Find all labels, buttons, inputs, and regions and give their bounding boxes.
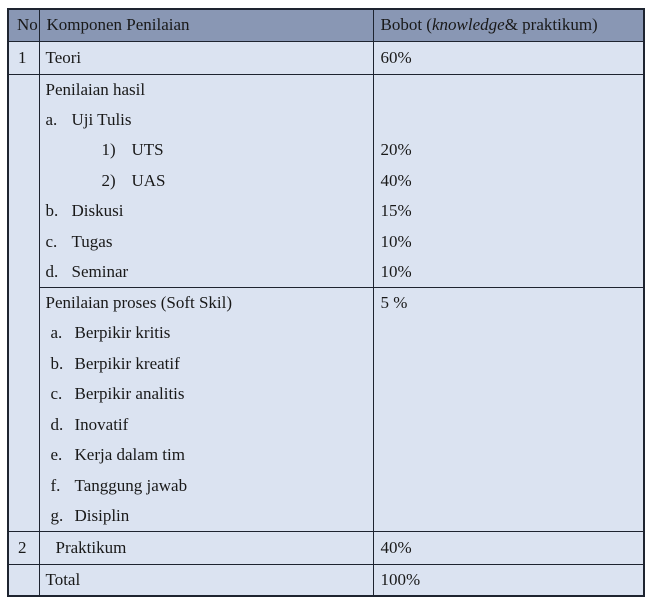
component-label: Teori: [45, 47, 82, 67]
component-label: Penilaian hasil: [45, 79, 146, 99]
weight-cell: [373, 501, 644, 532]
weight-cell: [373, 440, 644, 471]
table-header: [8, 9, 644, 41]
column-header-bobot-prefix: Bobot (: [380, 15, 432, 35]
component-cell: [39, 166, 373, 197]
list-marker: 2): [101, 170, 116, 190]
list-marker: e.: [50, 445, 63, 465]
list-marker: a.: [50, 323, 63, 343]
table-row: [8, 501, 644, 532]
table-body: [8, 41, 644, 596]
table-row: [8, 257, 644, 288]
component-cell: [39, 318, 373, 349]
component-label: Kerja dalam tim: [74, 445, 185, 465]
weight-cell: 40%: [373, 166, 644, 197]
weight-cell: 100%: [373, 565, 644, 596]
component-cell: [39, 288, 373, 319]
component-cell: [39, 257, 373, 288]
table-row: [8, 410, 644, 441]
table-row: [8, 565, 644, 596]
table-row: [8, 166, 644, 197]
list-marker: d.: [50, 414, 64, 434]
component-cell: [39, 105, 373, 136]
list-marker: c.: [45, 231, 58, 251]
table-row: [8, 227, 644, 258]
assessment-weight-table: [7, 8, 645, 597]
column-header-bobot: [373, 9, 644, 41]
weight-cell: 5 %: [373, 288, 644, 319]
table-row: [8, 471, 644, 502]
table-row: [8, 135, 644, 166]
no-cell: 2: [8, 532, 39, 565]
weight-cell: [373, 318, 644, 349]
table-row: [8, 288, 644, 319]
column-header-bobot-italic: knowledge: [431, 15, 505, 35]
column-header-no-label: No: [17, 15, 38, 35]
component-label: Tanggung jawab: [74, 475, 188, 495]
component-cell: [39, 41, 373, 74]
weight-cell: 15%: [373, 196, 644, 227]
weight-cell: 10%: [373, 257, 644, 288]
component-label: Penilaian proses (Soft Skil): [45, 293, 233, 312]
no-cell: [8, 565, 39, 596]
component-label: Diskusi: [71, 201, 124, 221]
component-cell: [39, 471, 373, 502]
weight-cell: [373, 410, 644, 441]
list-marker: b.: [50, 353, 64, 373]
weight-cell: [373, 74, 644, 105]
list-marker: b.: [45, 201, 59, 221]
component-cell: [39, 440, 373, 471]
component-cell: [39, 74, 373, 105]
component-label: Berpikir kreatif: [74, 353, 180, 373]
column-header-komponen-label: Komponen Penilaian: [46, 15, 190, 35]
component-label: Seminar: [71, 262, 129, 281]
component-cell: [39, 379, 373, 410]
component-cell: [39, 196, 373, 227]
component-cell: [39, 532, 373, 565]
component-label: Praktikum: [55, 538, 127, 557]
list-marker: 1): [101, 140, 116, 160]
list-marker: a.: [45, 109, 58, 129]
component-label: Tugas: [71, 231, 113, 251]
table-row: [8, 74, 644, 105]
component-label: Berpikir kritis: [74, 323, 171, 343]
table-row: [8, 318, 644, 349]
weight-cell: 10%: [373, 227, 644, 258]
list-marker: c.: [50, 384, 63, 404]
component-cell: [39, 410, 373, 441]
component-label: UTS: [131, 140, 164, 160]
component-cell: [39, 349, 373, 380]
weight-cell: [373, 379, 644, 410]
column-header-komponen: [39, 9, 373, 41]
table-row: [8, 532, 644, 565]
table-row: [8, 41, 644, 74]
list-marker: d.: [45, 262, 59, 281]
weight-cell: [373, 471, 644, 502]
component-cell: [39, 227, 373, 258]
weight-cell: 40%: [373, 532, 644, 565]
column-header-bobot-suffix: & praktikum): [504, 15, 598, 35]
list-marker: g.: [50, 506, 64, 525]
table-row: [8, 379, 644, 410]
table-row: [8, 349, 644, 380]
table-row: [8, 440, 644, 471]
table-row: [8, 196, 644, 227]
component-cell: [39, 501, 373, 532]
table-row: [8, 105, 644, 136]
no-cell: 1: [8, 41, 39, 74]
component-label: UAS: [131, 170, 166, 190]
component-label: Disiplin: [74, 506, 130, 525]
weight-cell: 20%: [373, 135, 644, 166]
component-label: Berpikir analitis: [74, 384, 185, 404]
weight-cell: [373, 105, 644, 136]
no-cell-merged: [8, 74, 39, 532]
component-cell: [39, 565, 373, 596]
list-marker: f.: [50, 475, 61, 495]
component-label: Uji Tulis: [71, 109, 132, 129]
component-label: Total: [45, 569, 81, 589]
component-label: Inovatif: [74, 414, 129, 434]
weight-cell: 60%: [373, 41, 644, 74]
header-row: [8, 9, 644, 41]
column-header-no: [8, 9, 39, 41]
weight-cell: [373, 349, 644, 380]
component-cell: [39, 135, 373, 166]
